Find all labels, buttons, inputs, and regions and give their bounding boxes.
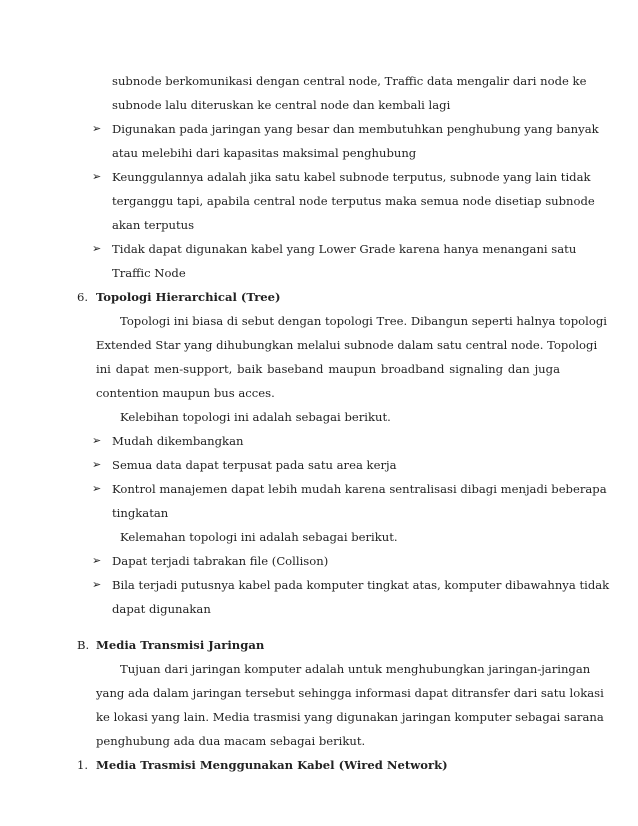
- paragraph-line: penghubung ada dua macam sebagai berikut.: [96, 734, 366, 748]
- paragraph-line: ini dapat men-support, baik baseband maupun broadband signaling dan juga: [96, 362, 560, 376]
- text-line: atau melebihi dari kapasitas maksimal penghubung: [112, 146, 417, 160]
- paragraph-line: Topologi ini biasa di sebut dengan topologi Tree. Dibangun seperti halnya topologi: [120, 314, 607, 328]
- paragraph-line: Tujuan dari jaringan komputer adalah untuk menghubungkan jaringan-jaringan: [120, 662, 591, 676]
- paragraph-line: yang ada dalam jaringan tersebut sehingga informasi dapat ditransfer dari satu lokasi: [96, 686, 604, 700]
- paragraph-line: contention maupun bus acces.: [96, 386, 275, 400]
- text-line: subnode berkomunikasi dengan central node, Traffic data mengalir dari node ke: [112, 74, 587, 88]
- bullet-item: Mudah dikembangkan: [112, 434, 244, 448]
- list-number: 6.: [77, 290, 89, 304]
- text-line: tingkatan: [112, 506, 169, 520]
- bullet-item: Bila terjadi putusnya kabel pada komputer tingkat atas, komputer dibawahnya tidak: [112, 578, 610, 592]
- bullet-item: Dapat terjadi tabrakan file (Collison): [112, 554, 329, 568]
- text-line: Traffic Node: [112, 266, 186, 280]
- bullet-item: Kontrol manajemen dapat lebih mudah karena sentralisasi dibagi menjadi beberapa: [112, 482, 607, 496]
- paragraph-line: Kelebihan topologi ini adalah sebagai berikut.: [120, 410, 391, 424]
- bullet-item: Digunakan pada jaringan yang besar dan membutuhkan penghubung yang banyak: [112, 122, 599, 136]
- bullet-item: Keunggulannya adalah jika satu kabel subnode terputus, subnode yang lain tidak: [112, 170, 591, 184]
- text-line: dapat digunakan: [112, 602, 211, 616]
- bullet-arrow-icon: ➢: [92, 554, 102, 567]
- bullet-arrow-icon: ➢: [92, 170, 102, 183]
- section-heading: Topologi Hierarchical (Tree): [96, 290, 281, 304]
- paragraph-line: ke lokasi yang lain. Media trasmisi yang digunakan jaringan komputer sebagai sarana: [96, 710, 604, 724]
- paragraph-line: Kelemahan topologi ini adalah sebagai berikut.: [120, 530, 398, 544]
- section-heading: Media Transmisi Jaringan: [96, 638, 265, 652]
- bullet-item: Tidak dapat digunakan kabel yang Lower Grade karena hanya menangani satu: [112, 242, 577, 256]
- bullet-arrow-icon: ➢: [92, 122, 102, 135]
- section-heading: Media Trasmisi Menggunakan Kabel (Wired Network): [96, 758, 448, 772]
- paragraph-line: Extended Star yang dihubungkan melalui subnode dalam satu central node. Topologi: [96, 338, 598, 352]
- text-line: terganggu tapi, apabila central node terputus maka semua node disetiap subnode: [112, 194, 595, 208]
- bullet-arrow-icon: ➢: [92, 578, 102, 591]
- bullet-arrow-icon: ➢: [92, 242, 102, 255]
- bullet-item: Semua data dapat terpusat pada satu area kerja: [112, 458, 397, 472]
- bullet-arrow-icon: ➢: [92, 458, 102, 471]
- text-line: akan terputus: [112, 218, 195, 232]
- bullet-arrow-icon: ➢: [92, 482, 102, 495]
- section-letter: B.: [77, 638, 90, 652]
- bullet-arrow-icon: ➢: [92, 434, 102, 447]
- text-line: subnode lalu diteruskan ke central node dan kembali lagi: [112, 98, 451, 112]
- list-number: 1.: [77, 758, 89, 772]
